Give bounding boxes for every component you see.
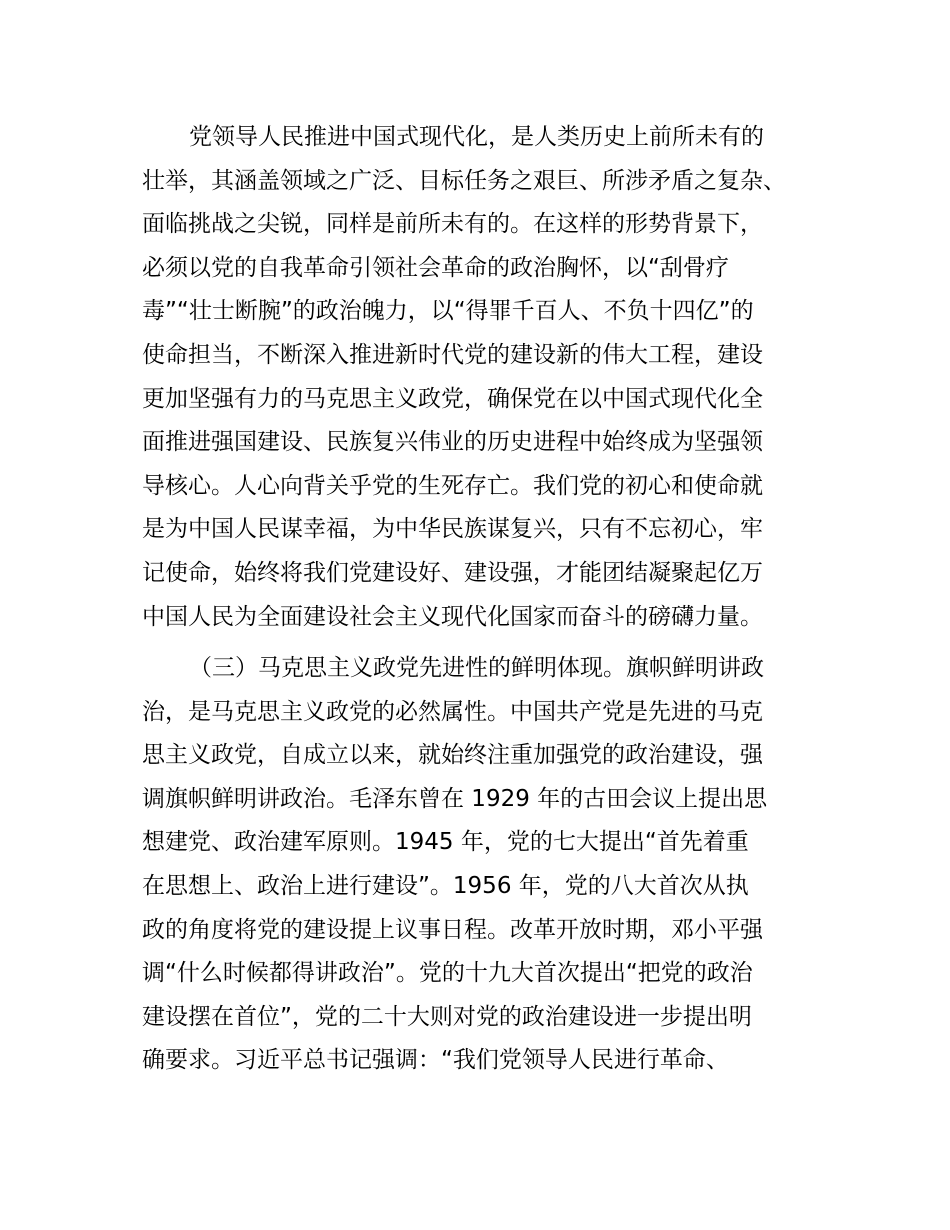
text-line: 面推进强国建设、民族复兴伟业的历史进程中始终成为坚强领 (142, 429, 763, 456)
text-line: 调“什么时候都得讲政治”。党的十九大首次提出“把党的政治 (142, 960, 753, 987)
text-line: 毒”“壮士断腕”的政治魄力，以“得罪千百人、不负十四亿”的 (142, 298, 754, 325)
text-line: 必须以党的自我革命引领社会革命的政治胸怀，以“刮骨疗 (142, 254, 729, 281)
text-line: 导核心。人心向背关乎党的生死存亡。我们党的初心和使命就 (142, 472, 763, 499)
text-line: 更加坚强有力的马克思主义政党，确保党在以中国式现代化全 (142, 385, 763, 412)
text-line: 想建党、政治建军原则。1945 年，党的七大提出“首先着重 (142, 829, 749, 856)
section-heading-line: （三）马克思主义政党先进性的鲜明体现。旗帜鲜明讲政 (189, 655, 764, 681)
text-line: 壮举，其涵盖领域之广泛、目标任务之艰巨、所涉矛盾之复杂、 (142, 167, 786, 194)
text-line: 使命担当，不断深入推进新时代党的建设新的伟大工程，建设 (142, 341, 763, 368)
text-line: 建设摆在首位”，党的二十大则对党的政治建设进一步提出明 (142, 1003, 752, 1030)
text-line: 确要求。习近平总书记强调：“我们党领导人民进行革命、 (142, 1047, 729, 1074)
text-line: 调旗帜鲜明讲政治。毛泽东曾在 1929 年的古田会议上提出思 (142, 785, 768, 812)
paragraph-1 (142, 116, 842, 639)
paragraph-2 (142, 647, 842, 1083)
text-line: 是为中国人民谋幸福，为中华民族谋复兴，只有不忘初心，牢 (142, 516, 763, 543)
text-line: 政的角度将党的建设提上议事日程。改革开放时期，邓小平强 (142, 916, 763, 943)
text-line: 记使命，始终将我们党建设好、建设强，才能团结凝聚起亿万 (142, 559, 763, 586)
text-line: 治，是马克思主义政党的必然属性。中国共产党是先进的马克 (142, 698, 763, 725)
text-line: 党领导人民推进中国式现代化，是人类历史上前所未有的 (189, 124, 764, 150)
text-line: 思主义政党，自成立以来，就始终注重加强党的政治建设，强 (142, 742, 763, 769)
text-line: 中国人民为全面建设社会主义现代化国家而奋斗的磅礴力量。 (142, 603, 763, 630)
text-line: 在思想上、政治上进行建设”。1956 年，党的八大首次从执 (142, 872, 749, 899)
text-line: 面临挑战之尖锐，同样是前所未有的。在这样的形势背景下， (142, 211, 763, 238)
